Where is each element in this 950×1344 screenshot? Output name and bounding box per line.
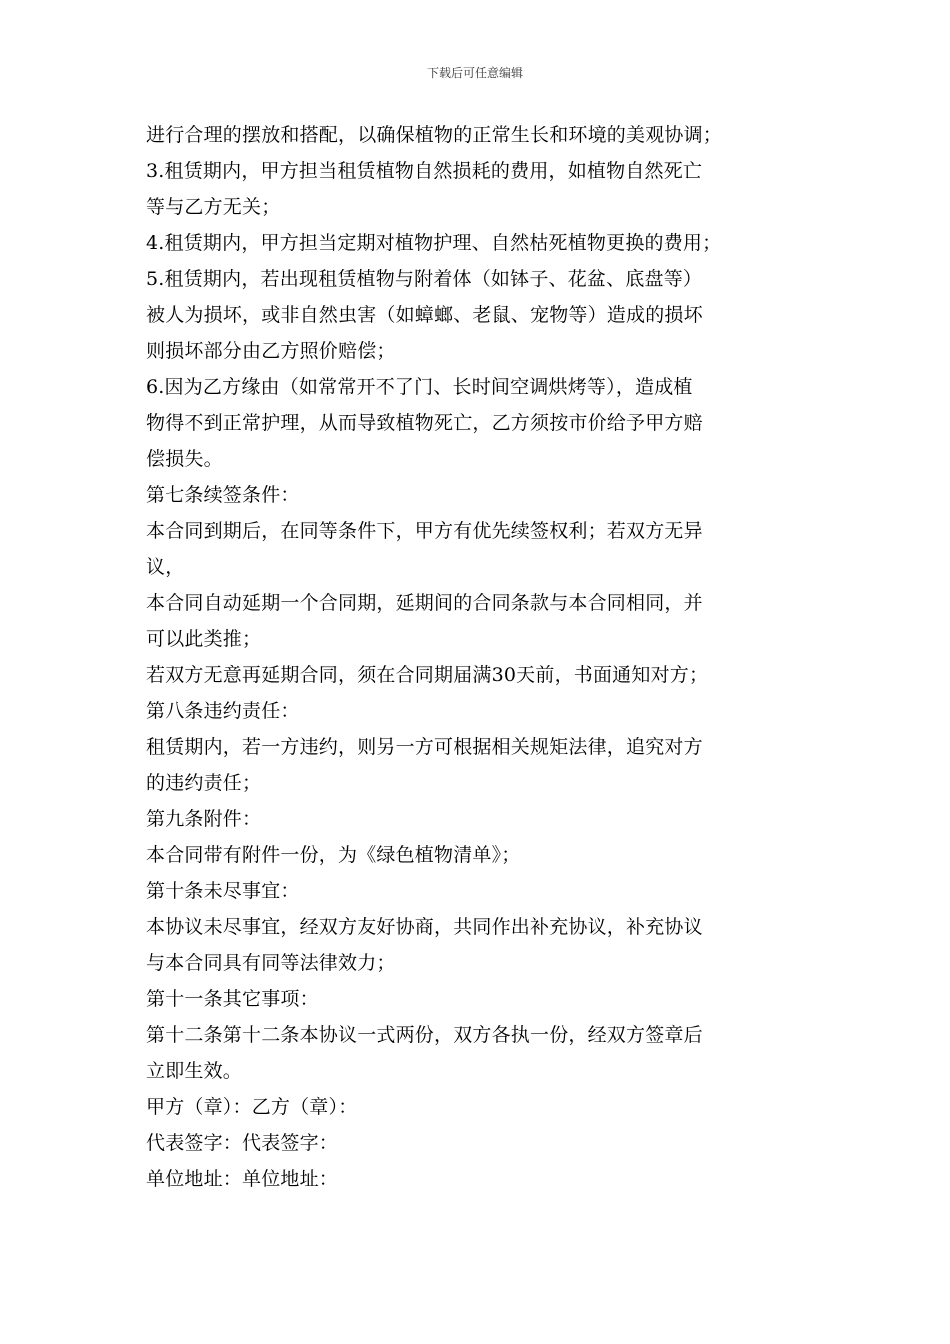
text-line: 6.因为乙方缘由（如常常开不了门、长时间空调烘烤等），造成植 bbox=[146, 376, 693, 398]
text-line: 可以此类推； bbox=[146, 628, 262, 650]
text-line: 本合同自动延期一个合同期，延期间的合同条款与本合同相同，并 bbox=[146, 592, 703, 614]
signature-line: 代表签字：代表签字： bbox=[146, 1132, 339, 1154]
text-line: 4.租赁期内，甲方担当定期对植物护理、自然枯死植物更换的费用； bbox=[146, 232, 722, 254]
text-line: 立即生效。 bbox=[146, 1060, 243, 1082]
text-line: 第十二条第十二条本协议一式两份，双方各执一份，经双方签章后 bbox=[146, 1024, 703, 1046]
text-line: 5.租赁期内，若出现租赁植物与附着体（如钵子、花盆、底盘等） bbox=[146, 268, 703, 290]
section-heading: 第七条续签条件： bbox=[146, 484, 300, 506]
text-line: 偿损失。 bbox=[146, 448, 223, 470]
text-line: 本协议未尽事宜，经双方友好协商，共同作出补充协议，补充协议 bbox=[146, 916, 703, 938]
text-line: 租赁期内，若一方违约，则另一方可根据相关规矩法律，追究对方 bbox=[146, 736, 703, 758]
text-line: 等与乙方无关； bbox=[146, 196, 281, 218]
text-line: 本合同带有附件一份，为《绿色植物清单》； bbox=[146, 844, 521, 866]
document-body bbox=[146, 117, 816, 1197]
text-line: 本合同到期后，在同等条件下，甲方有优先续签权利；若双方无异 bbox=[146, 520, 703, 542]
text-line: 3.租赁期内，甲方担当租赁植物自然损耗的费用，如植物自然死亡 bbox=[146, 160, 703, 182]
signature-line: 单位地址：单位地址： bbox=[146, 1168, 339, 1190]
section-heading: 第十条未尽事宜： bbox=[146, 880, 300, 902]
text-line: 被人为损坏，或非自然虫害（如蟑螂、老鼠、宠物等）造成的损坏 bbox=[146, 304, 703, 326]
signature-line: 甲方（章）：乙方（章）： bbox=[146, 1096, 358, 1118]
text-line: 进行合理的摆放和搭配，以确保植物的正常生长和环境的美观协调； bbox=[146, 124, 723, 146]
text-line: 的违约责任； bbox=[146, 772, 262, 794]
section-heading: 第九条附件： bbox=[146, 808, 262, 830]
text-line: 议， bbox=[146, 556, 185, 578]
text-line: 则损坏部分由乙方照价赔偿； bbox=[146, 340, 396, 362]
text-line: 物得不到正常护理，从而导致植物死亡，乙方须按市价给予甲方赔 bbox=[146, 412, 703, 434]
text-line: 若双方无意再延期合同，须在合同期届满30天前，书面通知对方； bbox=[146, 664, 709, 686]
section-heading: 第八条违约责任： bbox=[146, 700, 300, 722]
section-heading: 第十一条其它事项： bbox=[146, 988, 319, 1010]
text-line: 与本合同具有同等法律效力； bbox=[146, 952, 396, 974]
page-header: 下载后可任意编辑 bbox=[426, 66, 523, 80]
